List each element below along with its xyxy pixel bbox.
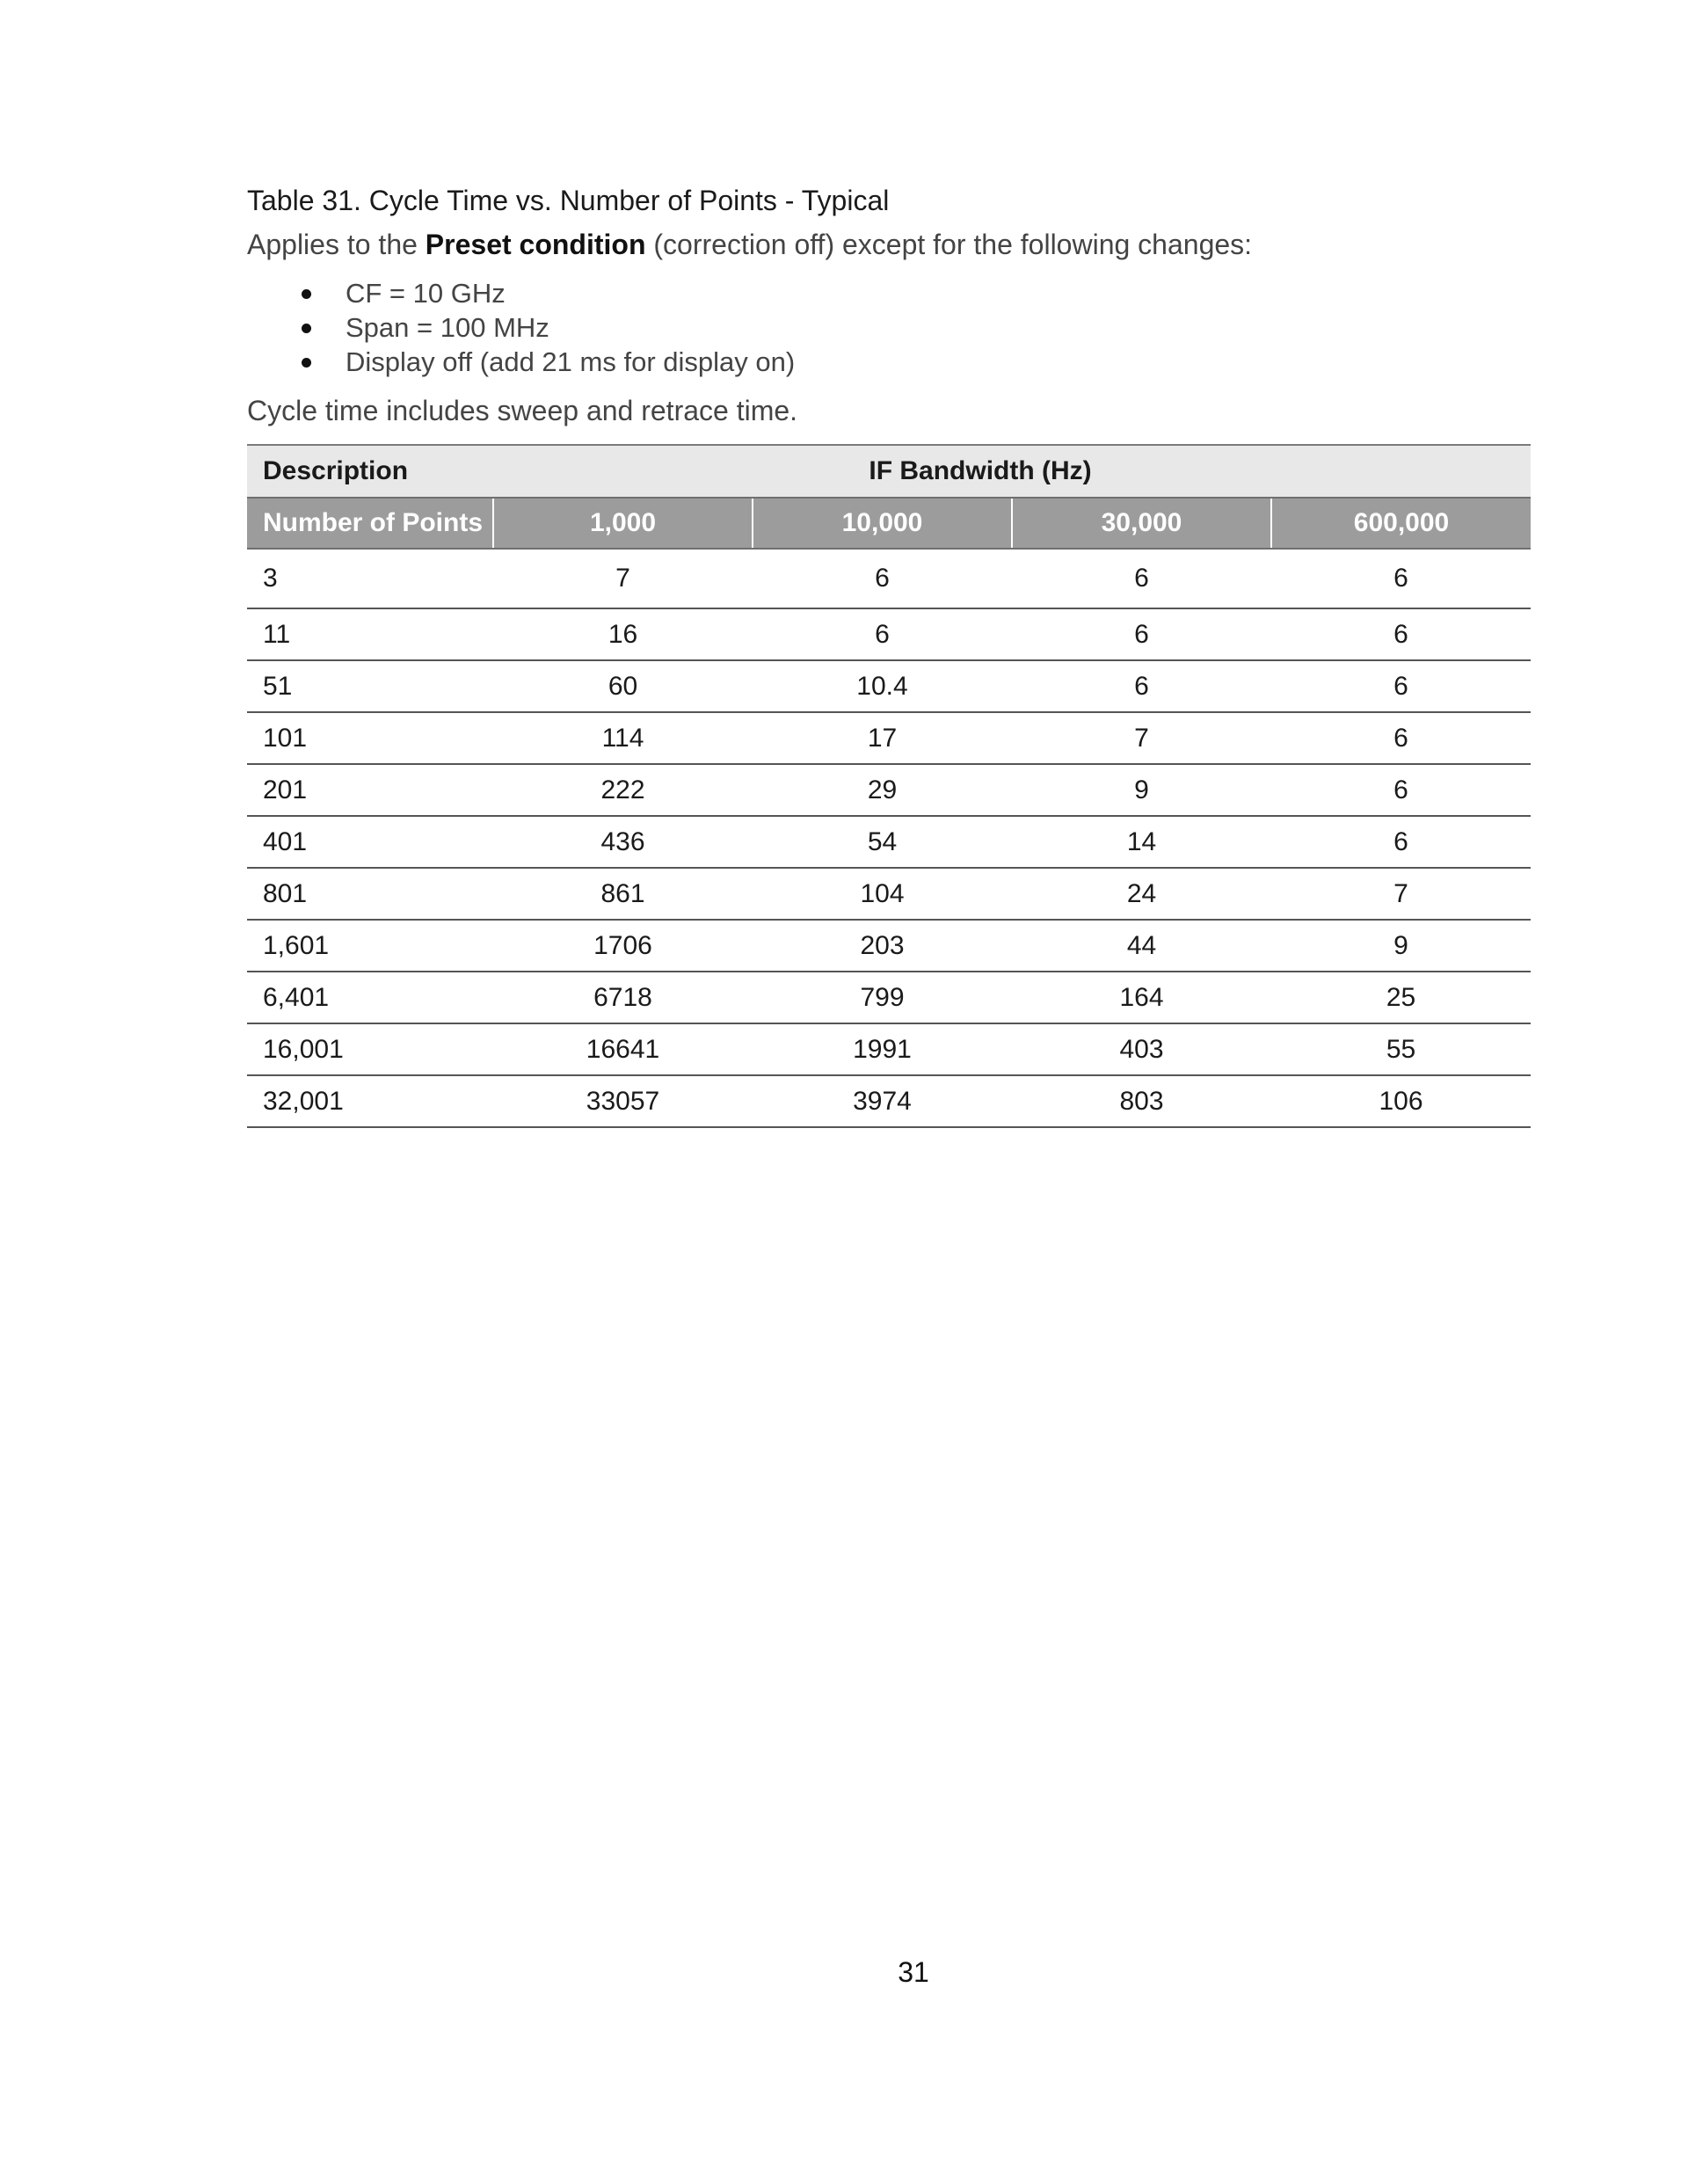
table-cell: 32,001 [247, 1075, 493, 1127]
table-cell: 201 [247, 764, 493, 816]
list-item-text: Span = 100 MHz [346, 312, 549, 343]
table-cell: 51 [247, 660, 493, 712]
header-description: Description [247, 445, 493, 498]
table-cell: 6 [1012, 549, 1271, 608]
column-header: Number of Points [247, 498, 493, 549]
table-cell: 6718 [493, 972, 753, 1023]
column-header: 30,000 [1012, 498, 1271, 549]
table-cell: 6 [1012, 660, 1271, 712]
page-number: 31 [898, 1956, 929, 1988]
table-cell: 10.4 [753, 660, 1012, 712]
table-row [247, 1075, 1531, 1127]
table-cell: 9 [1271, 920, 1531, 972]
bullet-icon [302, 289, 311, 299]
cycle-note: Cycle time includes sweep and retrace time. [247, 395, 798, 426]
list-item [247, 310, 1531, 345]
table-row [247, 972, 1531, 1023]
table-cell: 6 [1012, 608, 1271, 660]
table-cell: 106 [1271, 1075, 1531, 1127]
table-cell: 54 [753, 816, 1012, 868]
table-cell: 114 [493, 712, 753, 764]
header-if-bandwidth: IF Bandwidth (Hz) [493, 445, 1531, 498]
table-cell: 25 [1271, 972, 1531, 1023]
page-content [247, 181, 1531, 1128]
table-cell: 101 [247, 712, 493, 764]
table-cell: 3 [247, 549, 493, 608]
table-body [247, 549, 1531, 1127]
table-row [247, 660, 1531, 712]
table-cell: 6 [1271, 764, 1531, 816]
table-cell: 104 [753, 868, 1012, 920]
table-row [247, 712, 1531, 764]
table-cell: 803 [1012, 1075, 1271, 1127]
table-cell: 436 [493, 816, 753, 868]
bullet-icon [302, 324, 311, 333]
table-cell: 11 [247, 608, 493, 660]
table-cell: 17 [753, 712, 1012, 764]
table-cell: 1991 [753, 1023, 1012, 1075]
table-row [247, 868, 1531, 920]
intro-after: (correction off) except for the following changes: [645, 229, 1253, 260]
table-cell: 7 [1012, 712, 1271, 764]
intro-text [247, 225, 1531, 264]
table-group-header-row [247, 445, 1531, 498]
table-cell: 6 [1271, 712, 1531, 764]
table-cell: 6 [1271, 660, 1531, 712]
table-row [247, 764, 1531, 816]
table-cell: 33057 [493, 1075, 753, 1127]
table-cell: 799 [753, 972, 1012, 1023]
table-row [247, 816, 1531, 868]
table-cell: 7 [493, 549, 753, 608]
table-column-header-row [247, 498, 1531, 549]
table-cell: 60 [493, 660, 753, 712]
cycle-time-table [247, 444, 1531, 1128]
table-cell: 6 [753, 608, 1012, 660]
table-cell: 6 [1271, 549, 1531, 608]
table-cell: 29 [753, 764, 1012, 816]
table-cell: 403 [1012, 1023, 1271, 1075]
column-header: 1,000 [493, 498, 753, 549]
table-cell: 861 [493, 868, 753, 920]
table-cell: 16 [493, 608, 753, 660]
table-cell: 3974 [753, 1075, 1012, 1127]
table-cell: 1,601 [247, 920, 493, 972]
table-cell: 6,401 [247, 972, 493, 1023]
table-row [247, 920, 1531, 972]
column-header: 10,000 [753, 498, 1012, 549]
table-cell: 7 [1271, 868, 1531, 920]
table-cell: 9 [1012, 764, 1271, 816]
table-cell: 6 [753, 549, 1012, 608]
table-cell: 44 [1012, 920, 1271, 972]
list-item [247, 276, 1531, 310]
intro-before: Applies to the [247, 229, 426, 260]
table-cell: 6 [1271, 608, 1531, 660]
intro-bold: Preset condition [425, 229, 646, 260]
column-header: 600,000 [1271, 498, 1531, 549]
changes-list [247, 276, 1531, 379]
table-row [247, 549, 1531, 608]
table-cell: 55 [1271, 1023, 1531, 1075]
table-cell: 222 [493, 764, 753, 816]
table-cell: 801 [247, 868, 493, 920]
table-cell: 401 [247, 816, 493, 868]
table-title: Table 31. Cycle Time vs. Number of Points - Typical [247, 185, 890, 216]
table-row [247, 1023, 1531, 1075]
list-item [247, 345, 1531, 379]
table-cell: 14 [1012, 816, 1271, 868]
list-item-text: CF = 10 GHz [346, 278, 506, 309]
table-cell: 164 [1012, 972, 1271, 1023]
bullet-icon [302, 358, 311, 368]
table-row [247, 608, 1531, 660]
table-cell: 1706 [493, 920, 753, 972]
table-cell: 16,001 [247, 1023, 493, 1075]
list-item-text: Display off (add 21 ms for display on) [346, 346, 796, 377]
table-cell: 203 [753, 920, 1012, 972]
table-cell: 16641 [493, 1023, 753, 1075]
table-cell: 6 [1271, 816, 1531, 868]
table-cell: 24 [1012, 868, 1271, 920]
